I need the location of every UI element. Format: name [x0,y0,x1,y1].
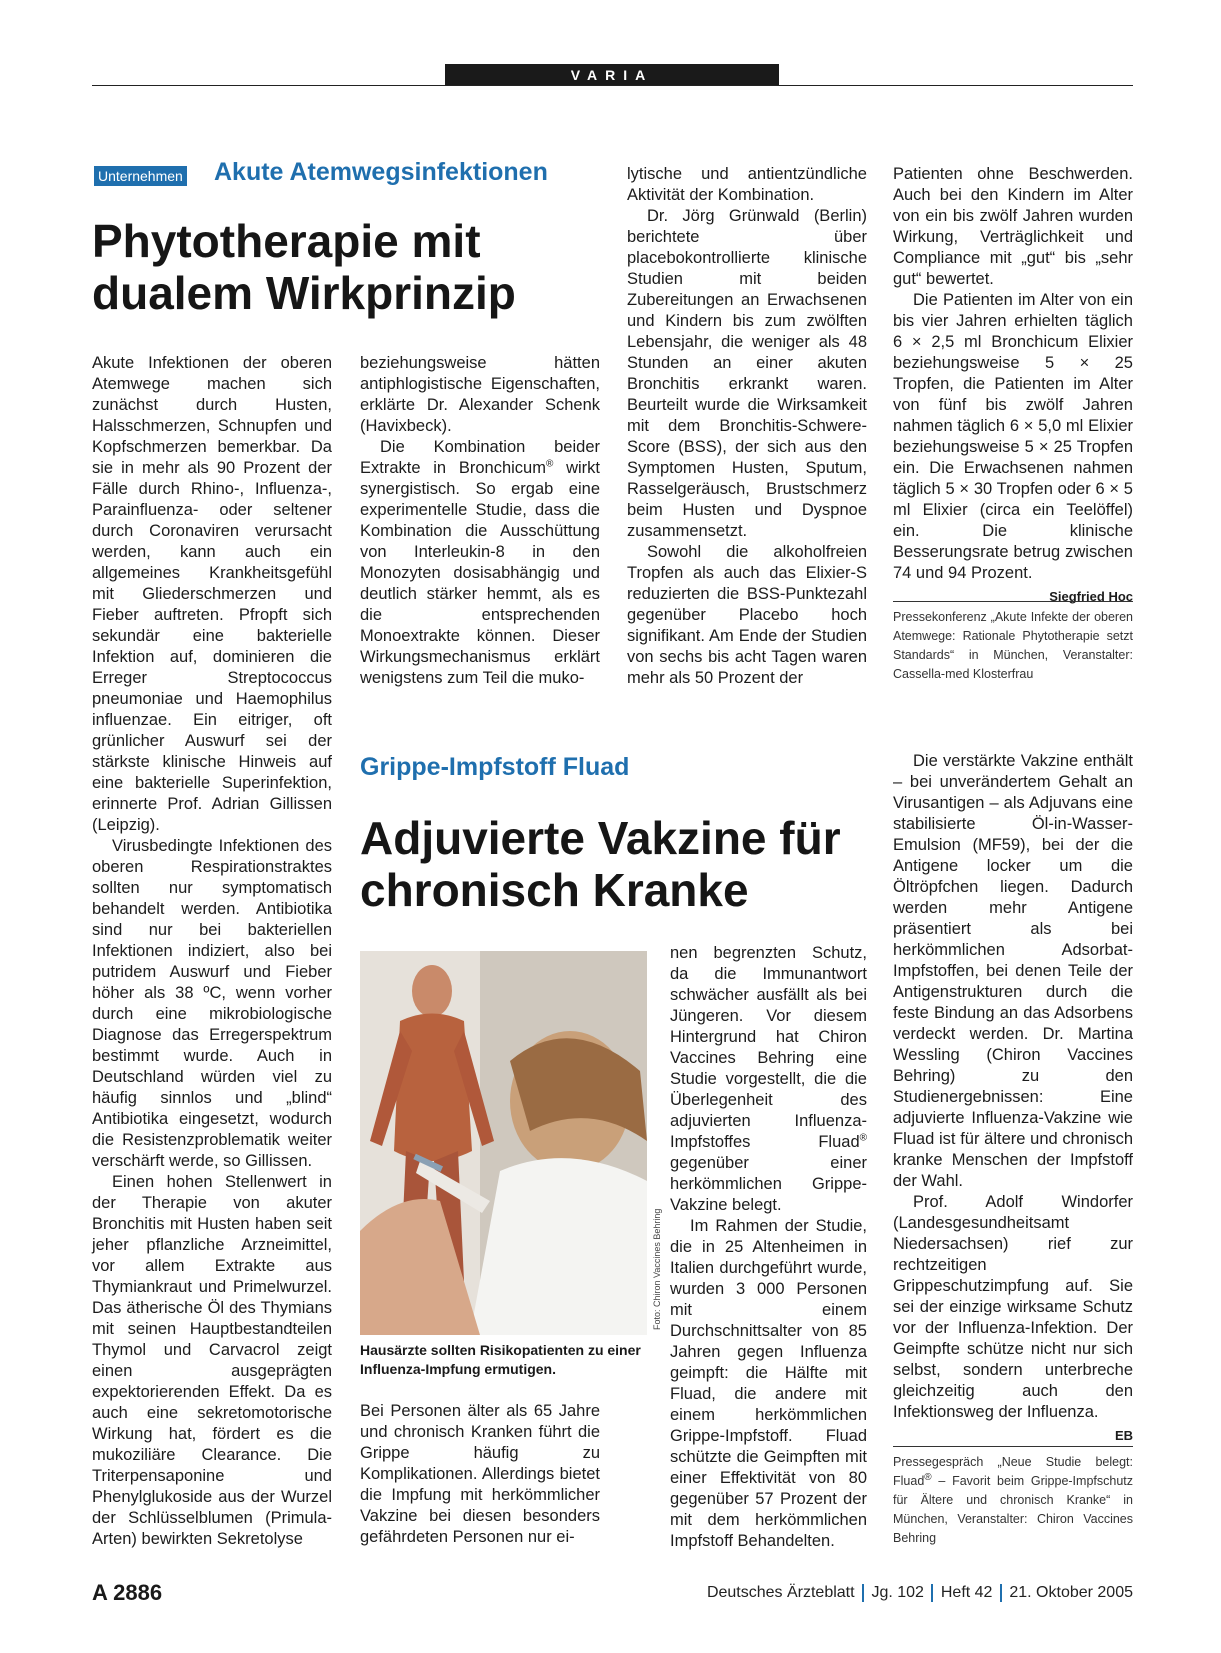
footer-divider [862,1584,864,1602]
article2-title-line2: chronisch Kranke [360,864,749,916]
article1-author: Siegfried Hoc [1049,589,1133,604]
article2-press-note: Pressegespräch „Neue Studie belegt: Fluad® – Favorit beim Grippe-Impfschutz für Ältere und chronisch Kranke“ in München, Veranstalter: Chiron Vaccines Behring [893,1446,1133,1548]
page-number: A 2886 [92,1580,163,1605]
article1-paragraph: Einen hohen Stellenwert in der Therapie von akuter Bronchitis mit Husten haben seit jeher pflanzliche Arzneimittel, vor allem Extrakte aus Thymiankraut und Primelwurzel. Das ätherische Öl des Thymians mit seinen Hauptbestandteilen Thymol und Carvacrol zeigt einen ausgeprägten expektorierenden Effekt. Da es auch eine sekretomotorische Wirkung hat, fördert es die mukoziliäre Clearance. Die Triterpensaponine und Phenylglukoside aus der Wurzel der Schlüsselblumen (Primula-Arten) bewirkten Sekretolyse [92,1173,332,1548]
article1-paragraph: Patienten ohne Beschwerden. Auch bei den Kindern im Alter von ein bis zwölf Jahren wurden Wirkung, Verträglichkeit und Compliance mit „gut“ bis „sehr gut“ bewertet. [893,165,1133,288]
article2-title-line1: Adjuvierte Vakzine für [360,812,841,864]
article1-title-line2: dualem Wirkprinzip [92,267,516,319]
photo-caption: Hausärzte sollten Risikopatienten zu einer Influenza-Impfung ermutigen. [360,1342,641,1377]
article1-paragraph: Virusbedingte Infektionen des oberen Respirationstraktes sollten nur symptomatisch behandelt werden. Antibiotika sind nur bei bakteriellen Infektionen indiziert, also bei putridem Auswurf und Fieber höher als 38 ºC, wenn vorher durch eine mikrobiologische Diagnose das Erregerspektrum bestimmt wurde. Auch in Deutschland würden viel zu häufig sinnlos und „blind“ Antibiotika eingesetzt, wodurch die Resistenzproblematik weiter verschärft werde, so Gillissen. [92,837,332,1170]
article2-author: EB [1114,1428,1133,1443]
article1-paragraph: Dr. Jörg Grünwald (Berlin) berichtete über placebokontrollierte klinische Studien mit beiden Zubereitungen an Erwachsenen und Kindern bis zum zwölften Lebensjahr, die weniger als 48 Stunden an einer akuten Bronchitis erkrankt waren. Beurteilt wurde die Wirksamkeit mit dem Bronchitis-Schwere-Score (BSS), der sich aus den Symptomen Husten, Sputum, Rasselgeräusch, Brustschmerz beim Husten und Dyspnoe zusammensetzt. [627,207,867,540]
article2-paragraph: Bei Personen älter als 65 Jahre und chronisch Kranken führt die Grippe häufig zu Komplikationen. Allerdings bietet die Impfung mit herkömmlicher Vakzine bei diesen besonders gefährdeten Personen nur ei- [360,1402,600,1546]
footer-divider [1000,1584,1002,1602]
article2-column-2-top [670,943,867,1216]
section-label: VARIA [445,64,779,86]
article1-paragraph: Sowohl die alkoholfreien Tropfen als auch das Elixier-S reduzierten die BSS-Punktezahl gegenüber Placebo hoch signifikant. Am Ende der Studien von sechs bis acht Tagen waren mehr als 50 Prozent der [627,543,867,687]
article1-column-1 [92,353,332,1550]
article1-column-2 [360,353,600,689]
footer-citation [707,1584,1133,1602]
article2-paragraph: nen begrenzten Schutz, da die Immunantwort schwächer ausfällt als bei Jüngeren. Vor diesem Hintergrund hat Chiron Vaccines Behring eine Studie vorgestellt, die die Überlegenheit des adjuvierten Influenza-Impfstoffes Fluad® gegenüber einer herkömmlichen Grippe-Vakzine belegt. [670,944,867,1214]
footer-journal: Deutsches Ärzteblatt [706,1584,855,1602]
article1-paragraph: lytische und antientzündliche Aktivität der Kombination. [627,165,867,204]
article1-title-line1: Phytotherapie mit [92,215,481,267]
article2-column-2-bottom [627,1216,867,1552]
article2-column-3 [893,751,1133,1446]
article1-column-3 [627,164,867,689]
article2-column-1 [360,1401,600,1548]
article1-paragraph: Die Patienten im Alter von ein bis vier Jahren erhielten täglich 6 × 2,5 ml Bronchicum Elixier beziehungsweise 5 × 25 Tropfen, die Patienten im Alter von fünf bis zwölf Jahren nahmen täglich 6 × 5,0 ml Elixier beziehungsweise 5 × 25 Tropfen ein. Die Erwachsenen nahmen täglich 5 × 30 Tropfen oder 6 × 5 ml Elixier (circa ein Teelöffel) ein. Die klinische Besserungsrate betrug zwischen 74 und 94 Prozent. Siegfried Hoc [893,290,1133,584]
article1-title [92,215,516,319]
article2-paragraph: Im Rahmen der Studie, die in 25 Altenheimen in Italien durchgeführt wurde, wurden 3 000 Personen mit einem Durchschnittsalter von 85 Jahren gegen Influenza geimpft: die Hälfte mit Fluad, die andere mit einem herkömmlichen Grippe-Impfstoff. Fluad schützte die Geimpften mit einer Effektivität von 80 gegenüber 57 Prozent der mit dem herkömmlichen Impfstoff Behandelten. [670,1217,867,1550]
article1-column-4 [893,164,1133,607]
header-rule [92,85,1133,86]
footer-volume: Jg. 102 [871,1584,924,1602]
article1-kicker: Akute Atemwegsinfektionen [214,158,548,186]
article1-paragraph: beziehungsweise hätten antiphlogistische Eigenschaften, erklärte Dr. Alexander Schenk (Havixbeck). [360,354,600,435]
category-badge: Unternehmen [94,166,187,186]
footer-date: 21. Oktober 2005 [1009,1584,1133,1602]
footer-issue: Heft 42 [940,1584,993,1602]
article1-press-note: Pressekonferenz „Akute Infekte der oberen Atemwege: Rationale Phytotherapie setzt Standards“ in München, Veranstalter: Cassella-med Klosterfrau [893,601,1133,684]
article2-paragraph: Prof. Adolf Windorfer (Landesgesundheitsamt Niedersachsen) rief zur rechtzeitigen Grippeschutzimpfung auf. Sie sei der einzige wirksame Schutz vor der Influenza-Infektion. Der Geimpfte schütze nicht nur sich selbst, sondern unterbreche gleichzeitig auch den Infektionsweg der Influenza. EB [893,1192,1133,1423]
article2-kicker: Grippe-Impfstoff Fluad [360,753,630,781]
article1-paragraph: Die Kombination beider Extrakte in Bronchicum® wirkt synergistisch. So ergab eine experimentelle Studie, dass die Kombination die Ausschüttung von Interleukin-8 in den Monozyten dosisabhängig und deutlich stärker hemmt, als es die entsprechenden Monoextrakte können. Dieser Wirkungsmechanismus erklärt wenigstens zum Teil die muko- [360,438,600,687]
vaccination-photo [360,951,647,1335]
footer-divider [931,1584,933,1602]
article2-title [360,812,841,916]
photo-credit: Foto: Chiron Vaccines Behring [652,1208,662,1330]
article2-paragraph: Die verstärkte Vakzine enthält – bei unverändertem Gehalt an Virusantigen – als Adjuvans eine stabilisierte Öl-in-Wasser-Emulsion (MF59), bei der die Antigene locker um die Öltröpfchen liegen. Dadurch werden mehr Antigene präsentiert als bei herkömmlichen Adsorbat-Impfstoffen, bei denen Teile der Antigenstrukturen durch die feste Bindung an das Adsorbens verdeckt werden. Dr. Martina Wessling (Chiron Vaccines Behring) zu den Studienergebnissen: Eine adjuvierte Influenza-Vakzine wie Fluad ist für ältere und chronisch kranke Menschen der Impfstoff der Wahl. [893,752,1133,1190]
article1-paragraph: Akute Infektionen der oberen Atemwege machen sich zunächst durch Husten, Halsschmerzen, Schnupfen und Kopfschmerzen bemerkbar. Da sie in mehr als 90 Prozent der Fälle durch Rhino-, Influenza-, Parainfluenza- oder seltener durch Coronaviren verursacht werden, kann auch ein allgemeines Krankheitsgefühl mit Gliederschmerzen und Fieber auftreten. Pfropft sich sekundär eine bakterielle Infektion auf, dominieren die Erreger Streptococcus pneumoniae und Haemophilus influenzae. Ein eitriger, oft grünlicher Auswurf sei der stärkste klinische Hinweis auf eine bakterielle Superinfektion, erinnerte Prof. Adrian Gillissen (Leipzig). [92,354,332,834]
